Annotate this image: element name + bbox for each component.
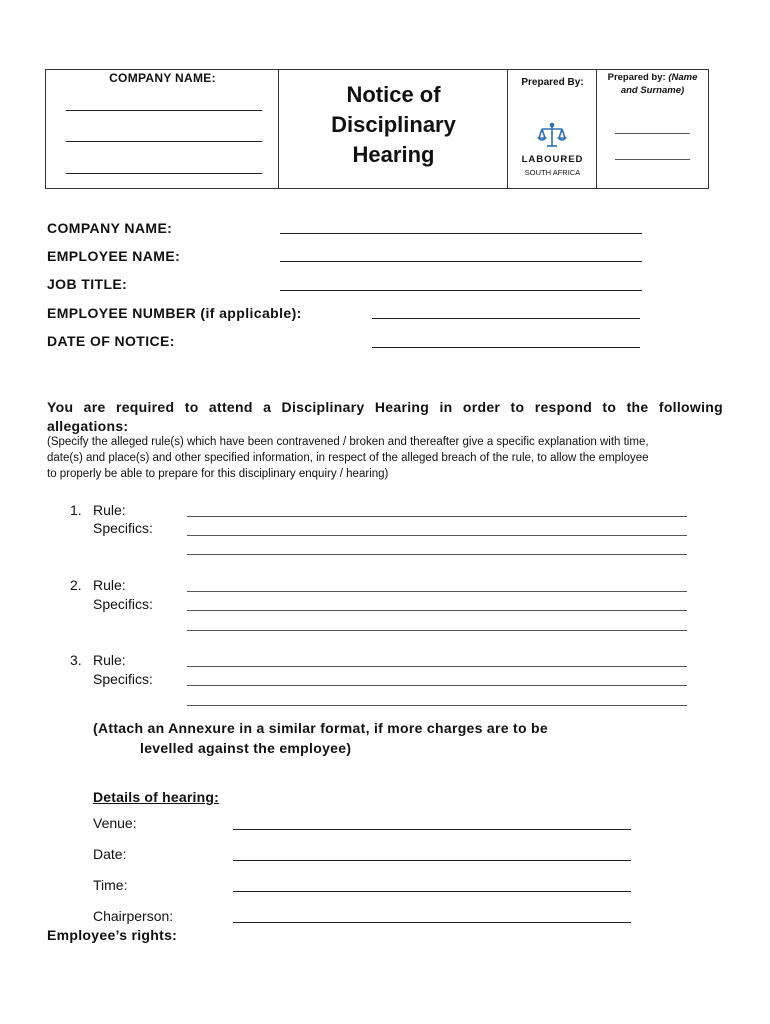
annexure-line-1: (Attach an Annexure in a similar format, if more charges are to be — [93, 720, 548, 736]
charge-3-specifics-input-2[interactable] — [187, 705, 687, 706]
company-line-1[interactable] — [66, 110, 262, 111]
allegations-note-line-2: date(s) and place(s) and other specified information, in respect of the alleged breach of the rule, to allow the employee — [47, 452, 649, 464]
employee-number-label: EMPLOYEE NUMBER (if applicable): — [47, 305, 302, 321]
venue-label: Venue: — [93, 815, 137, 831]
scales-of-justice-icon — [536, 120, 568, 152]
allegations-heading-line-1: You are required to attend a Disciplinary Hearing in order to respond to the following — [47, 399, 723, 415]
prepared-by-name-hint-2: and Surname) — [620, 85, 685, 96]
allegations-note-line-3: to properly be able to prepare for this disciplinary enquiry / hearing) — [47, 468, 389, 480]
company-name-input[interactable] — [280, 233, 642, 234]
charge-2-rule-input[interactable] — [187, 591, 687, 592]
prepared-by-line-2[interactable] — [615, 159, 690, 160]
charge-1-specifics-input-1[interactable] — [187, 535, 687, 536]
hearing-details-heading: Details of hearing: — [93, 789, 219, 805]
job-title-label: JOB TITLE: — [47, 276, 128, 292]
annexure-note — [93, 718, 548, 758]
prepared-by-name-hint-1: (Name — [668, 72, 698, 83]
chairperson-input[interactable] — [233, 922, 631, 923]
allegations-note-line-1: (Specify the alleged rule(s) which have been contravened / broken and thereafter give a specific explanation with time, — [47, 436, 649, 448]
prepared-by-cell — [508, 70, 597, 188]
title-line-2: Disciplinary — [331, 112, 456, 137]
header-table — [45, 69, 709, 189]
charge-2-specifics-input-2[interactable] — [187, 630, 687, 631]
charge-1-specifics-label: Specifics: — [93, 520, 153, 536]
hearing-date-label: Date: — [93, 846, 127, 862]
employee-name-label: EMPLOYEE NAME: — [47, 248, 181, 264]
charge-2-number: 2. — [70, 577, 82, 593]
prepared-by-line-1[interactable] — [615, 133, 690, 134]
employee-name-input[interactable] — [280, 261, 642, 262]
prepared-by-name-prefix: Prepared by: — [607, 72, 666, 83]
charge-2-rule-label: Rule: — [93, 577, 126, 593]
prepared-by-name-label — [597, 71, 708, 97]
charge-3-specifics-label: Specifics: — [93, 671, 153, 687]
title-line-3: Hearing — [352, 142, 435, 167]
date-of-notice-label: DATE OF NOTICE: — [47, 333, 175, 349]
company-line-3[interactable] — [66, 173, 262, 174]
logo-text: LABOURED — [521, 154, 584, 165]
charge-1-rule-label: Rule: — [93, 502, 126, 518]
logo-subtext: SOUTH AFRICA — [524, 168, 581, 177]
company-name-label: COMPANY NAME: — [47, 220, 173, 236]
charge-3-number: 3. — [70, 652, 82, 668]
charge-3-rule-input[interactable] — [187, 666, 687, 667]
hearing-date-input[interactable] — [233, 860, 631, 861]
charge-1-specifics-input-2[interactable] — [187, 554, 687, 555]
hearing-time-input[interactable] — [233, 891, 631, 892]
hearing-time-label: Time: — [93, 877, 128, 893]
charge-1-rule-input[interactable] — [187, 516, 687, 517]
company-line-2[interactable] — [66, 141, 262, 142]
charge-2-specifics-input-1[interactable] — [187, 610, 687, 611]
date-of-notice-input[interactable] — [372, 347, 640, 348]
header-company-label: COMPANY NAME: — [109, 71, 216, 85]
title-cell — [279, 70, 508, 188]
allegations-note — [47, 434, 727, 482]
job-title-input[interactable] — [280, 290, 642, 291]
allegations-heading-line-2: allegations: — [47, 418, 129, 434]
prepared-by-label: Prepared By: — [521, 77, 584, 88]
annexure-line-2: levelled against the employee) — [140, 740, 352, 756]
company-name-cell — [46, 70, 279, 188]
venue-input[interactable] — [233, 829, 631, 830]
charge-3-specifics-input-1[interactable] — [187, 685, 687, 686]
employee-number-input[interactable] — [372, 318, 640, 319]
allegations-heading — [47, 398, 723, 436]
prepared-by-name-cell — [597, 70, 708, 188]
chairperson-label: Chairperson: — [93, 908, 174, 924]
employee-rights-heading: Employee’s rights: — [47, 927, 178, 943]
page-title — [279, 80, 508, 170]
charge-3-rule-label: Rule: — [93, 652, 126, 668]
charge-2-specifics-label: Specifics: — [93, 596, 153, 612]
charge-1-number: 1. — [70, 502, 82, 518]
title-line-1: Notice of — [346, 82, 441, 107]
